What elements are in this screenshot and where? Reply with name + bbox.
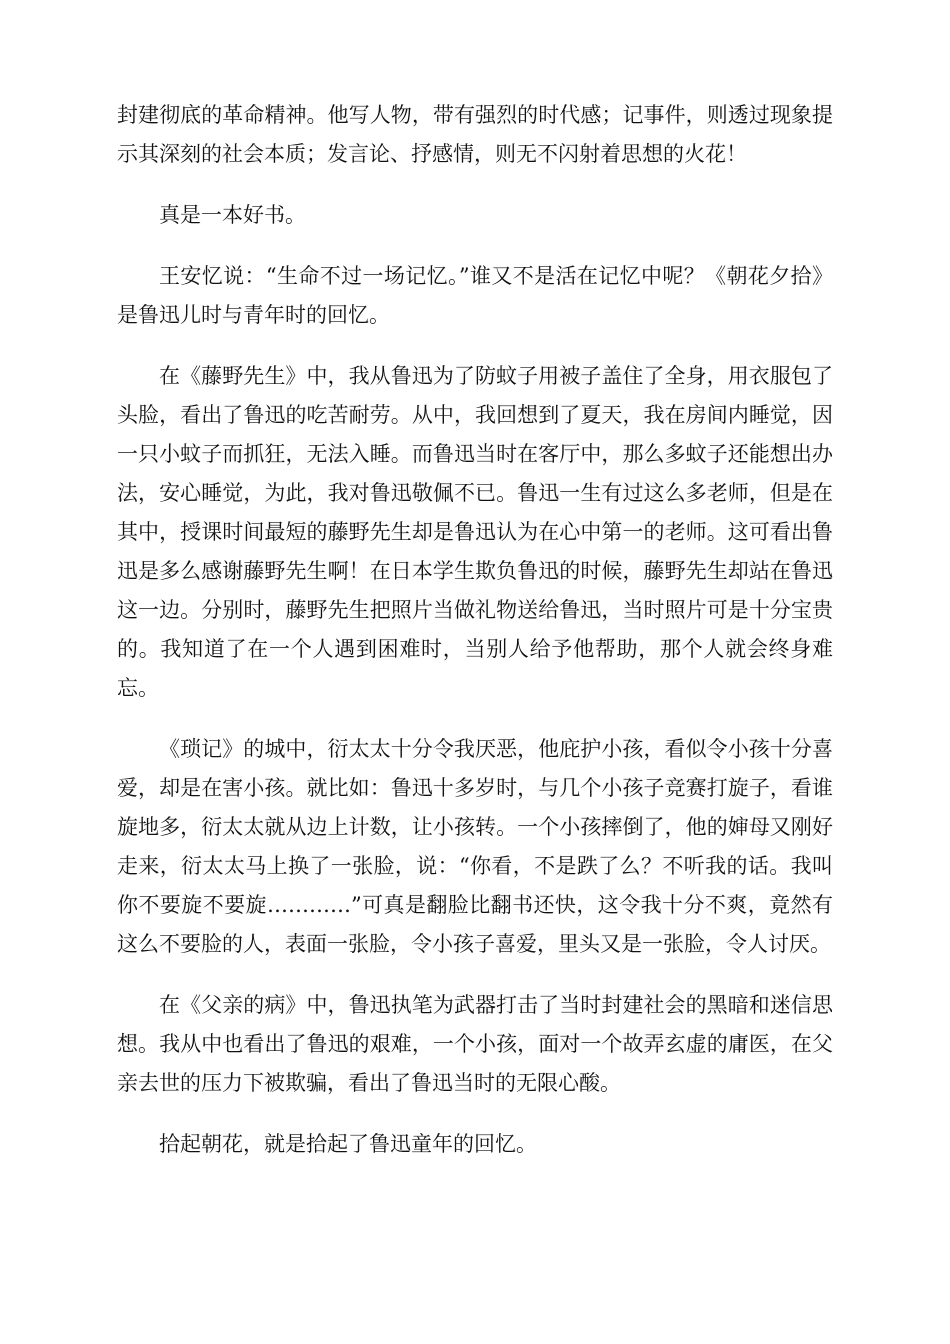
paragraph-continuation: 封建彻底的革命精神。他写人物，带有强烈的时代感；记事件，则透过现象提示其深刻的社会本质；发言论、抒感情，则无不闪射着思想的火花！ bbox=[117, 103, 833, 166]
document-body bbox=[117, 96, 833, 1186]
paragraph-fathers-illness: 在《父亲的病》中，鲁迅执笔为武器打击了当时封建社会的黑暗和迷信思想。我从中也看出了鲁迅的艰难，一个小孩，面对一个故弄玄虚的庸医，在父亲去世的压力下被欺骗，看出了鲁迅当时的无限心酸。 bbox=[117, 993, 833, 1095]
paragraph-wang-anyi-quote: 王安忆说：“生命不过一场记忆。”谁又不是活在记忆中呢？《朝花夕拾》是鲁迅儿时与青年时的回忆。 bbox=[117, 264, 833, 327]
paragraph-conclusion: 拾起朝花，就是拾起了鲁迅童年的回忆。 bbox=[159, 1132, 537, 1156]
paragraph-mr-fujino: 在《藤野先生》中，我从鲁迅为了防蚊子用被子盖住了全身，用衣服包了头脸，看出了鲁迅的吃苦耐劳。从中，我回想到了夏天，我在房间内睡觉，因一只小蚊子而抓狂，无法入睡。而鲁迅当时在客厅中，那么多蚊子还能想出办法，安心睡觉，为此，我对鲁迅敬佩不已。鲁迅一生有过这么多老师，但是在其中，授课时间最短的藤野先生却是鲁迅认为在心中第一的老师。这可看出鲁迅是多么感谢藤野先生啊！在日本学生欺负鲁迅的时候，藤野先生却站在鲁迅这一边。分别时，藤野先生把照片当做礼物送给鲁迅，当时照片可是十分宝贵的。我知道了在一个人遇到困难时，当别人给予他帮助，那个人就会终身难忘。 bbox=[117, 364, 833, 700]
paragraph-good-book: 真是一本好书。 bbox=[159, 203, 306, 227]
paragraph-suoji: 《琐记》的城中，衍太太十分令我厌恶，他庇护小孩，看似令小孩十分喜爱，却是在害小孩。就比如：鲁迅十多岁时，与几个小孩子竞赛打旋子，看谁旋地多，衍太太就从边上计数，让小孩转。一个小孩摔倒了，他的婶母又刚好走来，衍太太马上换了一张脸，说：“你看，不是跌了么？不听我的话。我叫你不要旋不要旋…………”可真是翻脸比翻书还快，这令我十分不爽，竟然有这么不要脸的人，表面一张脸，令小孩子喜爱，里头又是一张脸，令人讨厌。 bbox=[117, 737, 833, 956]
